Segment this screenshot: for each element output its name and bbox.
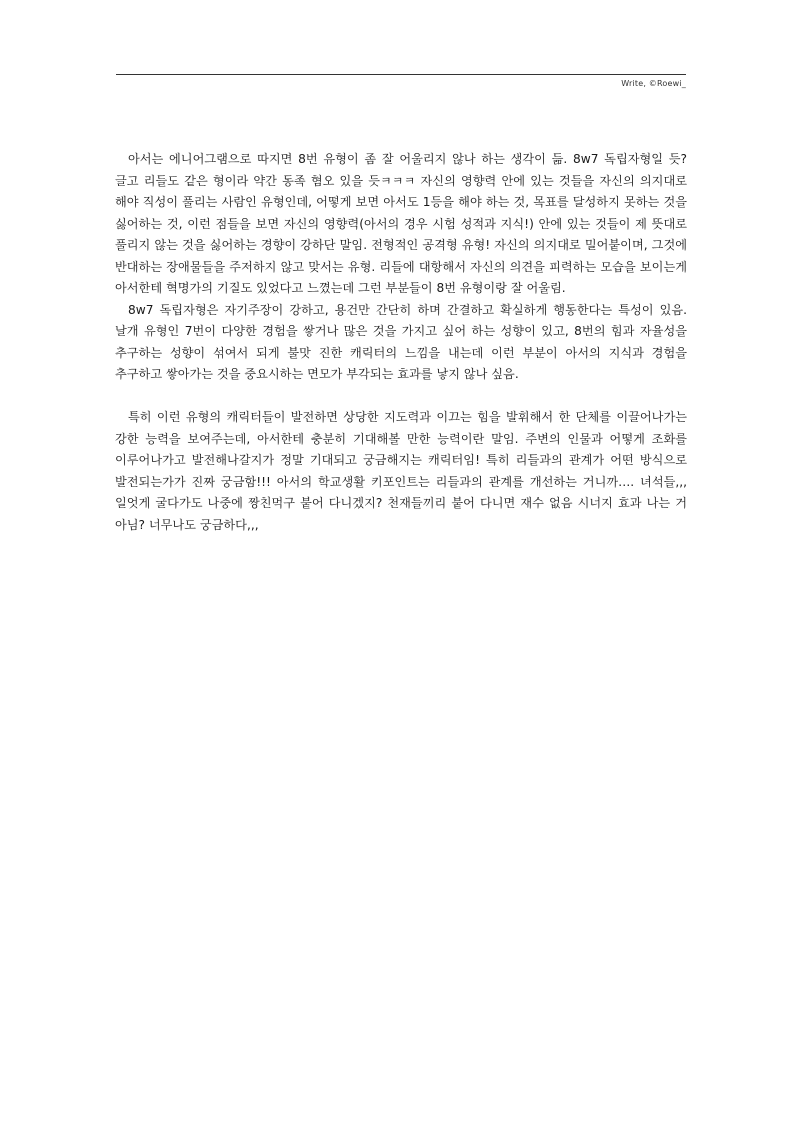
paragraph-8w7-traits: 8w7 독립자형은 자기주장이 강하고, 용건만 간단히 하며 간결하고 확실하게 행동한다는 특성이 있음. 날개 유형인 7번이 다양한 경험을 쌓거나 많은 것을 가지고 싶어 하는 성향이 있고, 8번의 힘과 자율성을 추구하는 성향이 섞여서 되게 불맛 진한 캐릭터의 느낌을 내는데 이런 부분이 아서의 지식과 경험을 추구하고 쌓아가는 것을 중요시하는 면모가 부각되는 효과를 낳지 않나 싶음. xyxy=(115,302,687,381)
author-credit: Write, ©Roewi_ xyxy=(621,79,686,88)
document-body xyxy=(115,149,687,536)
header-divider xyxy=(116,74,686,75)
paragraph-spacer xyxy=(115,386,687,408)
paragraph-character-growth: 특히 이런 유형의 캐릭터들이 발전하면 상당한 지도력과 이끄는 힘을 발휘해서 한 단체를 이끌어나가는 강한 능력을 보여주는데, 아서한테 충분히 기대해볼 만한 능력이란 말임. 주변의 인물과 어떻게 조화를 이루어나가고 발전해나갈지가 정말 기대되고 궁금해지는 캐릭터임! 특히 리들과의 관계가 어떤 방식으로 발전되는가가 진짜 궁금함!!! 아서의 학교생활 키포인트는 리들과의 관계를 개선하는 거니까…. 녀석들,,, 일엇게 굴다가도 나중에 짱친먹구 붙어 다니겠지? 천재들끼리 붙어 다니면 재수 없음 시너지 효과 나는 거 아님? 너무나도 궁금하다,,, xyxy=(115,410,687,532)
paragraph-enneagram-type: 아서는 에니어그램으로 따지면 8번 유형이 좀 잘 어울리지 않나 하는 생각이 듦. 8w7 독립자형일 듯? 글고 리들도 같은 형이라 약간 동족 혐오 있을 듯ㅋㅋㅋ 자신의 영향력 안에 있는 것들을 자신의 의지대로 해야 직성이 풀리는 사람인 유형인데, 어떻게 보면 아서도 1등을 해야 하는 것, 목표를 달성하지 못하는 것을 싫어하는 것, 이런 점들을 보면 자신의 영향력(아서의 경우 시험 성적과 지식!) 안에 있는 것들이 제 뜻대로 풀리지 않는 것을 싫어하는 경향이 강하단 말임. 전형적인 공격형 유형! 자신의 의지대로 밀어붙이며, 그것에 반대하는 장애물들을 주저하지 않고 맞서는 유형. 리들에 대항해서 자신의 의견을 피력하는 모습을 보이는게 아서한테 혁명가의 기질도 있었다고 느꼈는데 그런 부분들이 8번 유형이랑 잘 어울림. xyxy=(115,152,687,295)
